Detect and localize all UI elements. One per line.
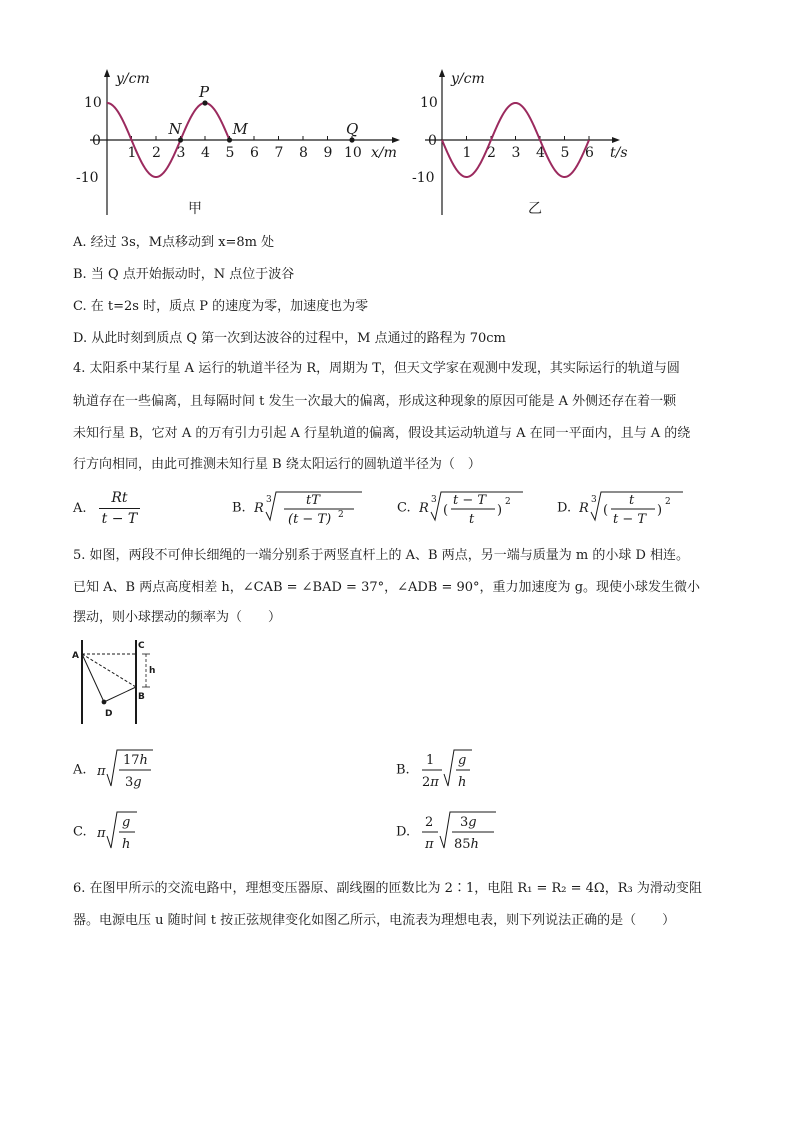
svg-text:2: 2 — [425, 815, 434, 830]
left-ytick-10: 10 — [84, 95, 102, 111]
q5-c-formula — [97, 808, 147, 856]
right-ytick-0: 0 — [428, 133, 437, 149]
right-xtick-label: 3 — [511, 145, 521, 161]
svg-text:2: 2 — [337, 510, 344, 520]
q5-d-formula — [420, 808, 510, 856]
right-ylabel: y/cm — [451, 71, 485, 87]
q3-option-c: C. 在 t=2s 时，质点 P 的速度为零，加速度也为零 — [73, 299, 369, 314]
q4-option-d: D. R 3 ( t t − T ) 2 — [557, 488, 689, 528]
q5-a-formula — [97, 746, 157, 794]
svg-text:g: g — [121, 815, 131, 830]
fig-label-c: C — [138, 641, 145, 651]
q6-line-1: 6. 在图甲所示的交流电路中，理想变压器原、副线圈的匝数比为 2∶1，电阻 R₁ = R₂ = 4Ω，R₃ 为滑动变阻 — [73, 881, 702, 896]
point-label-q: Q — [346, 120, 359, 138]
caption-left: 甲 — [188, 201, 202, 217]
q5-option-d: D. 2 π 3g 85h — [396, 808, 510, 856]
right-xtick-label: 1 — [462, 145, 472, 161]
svg-text:3: 3 — [430, 495, 437, 505]
left-xtick-label: 3 — [176, 145, 186, 161]
svg-text:3g: 3g — [124, 775, 142, 790]
svg-text:tT: tT — [305, 493, 320, 508]
svg-text:R: R — [579, 501, 590, 516]
q4-c-formula — [419, 488, 529, 528]
right-ytick-neg10: -10 — [412, 170, 435, 186]
right-xtick-label: 2 — [487, 145, 496, 161]
svg-text:): ) — [496, 503, 502, 518]
left-points — [168, 83, 359, 143]
left-xtick-label: 10 — [344, 145, 362, 161]
svg-text:2: 2 — [504, 497, 511, 507]
right-xtick-label: 4 — [536, 145, 545, 161]
svg-text:17h: 17h — [122, 753, 148, 768]
svg-text:π: π — [96, 764, 106, 779]
q4-line-1: 4. 太阳系中某行星 A 运行的轨道半径为 R，周期为 T，但天文学家在观测中发现，其实际运行的轨道与圆 — [73, 361, 680, 376]
left-xtick-label: 9 — [323, 145, 333, 161]
svg-text:3g: 3g — [460, 815, 477, 830]
svg-text:π: π — [425, 837, 434, 852]
vibration-graph-right — [400, 65, 640, 220]
svg-text:t − T: t − T — [613, 512, 647, 527]
point-p — [202, 100, 207, 105]
svg-text:2: 2 — [665, 497, 671, 507]
svg-text:π: π — [96, 826, 106, 841]
svg-text:3: 3 — [591, 495, 597, 505]
left-xtick-label: 5 — [225, 145, 235, 161]
point-label-n: N — [168, 120, 182, 138]
left-xtick-label: 7 — [274, 145, 284, 161]
q5-line-3: 摆动，则小球摆动的频率为（ ） — [73, 610, 282, 625]
svg-text:3: 3 — [265, 495, 272, 505]
wave-graph-left — [70, 65, 410, 220]
svg-text:h: h — [121, 837, 131, 852]
q5-option-c: C. π g h — [73, 808, 147, 856]
svg-text:t: t — [629, 493, 635, 508]
q4-option-a: A. $\frac{Rt}{t - T}$ — [73, 490, 140, 527]
svg-text:h: h — [457, 775, 467, 790]
svg-text:t − T: t − T — [452, 493, 486, 508]
q5-line-1: 5. 如图，两段不可伸长细绳的一端分别系于两竖直杆上的 A、B 两点，另一端与质量为 m 的小球 D 相连。 — [73, 548, 690, 563]
q4-b-formula — [254, 488, 364, 528]
q6-line-2: 器。电源电压 u 随时间 t 按正弦规律变化如图乙所示，电流表为理想电表，则下列说法正确的是（ ） — [73, 913, 676, 928]
q5-line-2: 已知 A、B 两点高度相差 h，∠CAB = ∠BAD = 37°，∠ADB = 90°，重力加速度为 g。现使小球发生微小 — [73, 580, 701, 595]
caption-right: 乙 — [528, 201, 542, 217]
right-xtick-label: 5 — [560, 145, 570, 161]
left-xtick-label: 6 — [250, 145, 259, 161]
svg-text:(: ( — [442, 503, 448, 518]
left-xtick-label: 8 — [299, 145, 308, 161]
left-xtick-label: 4 — [201, 145, 210, 161]
point-label-p: P — [199, 83, 210, 101]
point-m — [227, 137, 232, 142]
left-xtick-label: 2 — [152, 145, 161, 161]
svg-text:1: 1 — [425, 753, 435, 768]
left-xtick-label: 1 — [127, 145, 137, 161]
svg-text:(t − T): (t − T) — [287, 512, 332, 527]
svg-text:g: g — [457, 753, 467, 768]
fig-label-a: A — [72, 651, 79, 661]
q3-option-a: A. 经过 3s，M点移动到 x=8m 处 — [73, 235, 275, 250]
left-ylabel: y/cm — [116, 71, 150, 87]
q3-option-d: D. 从此时刻到质点 Q 第一次到达波谷的过程中，M 点通过的路程为 70cm — [73, 331, 506, 346]
right-xlabel: t/s — [610, 145, 628, 161]
left-ytick-0: 0 — [92, 133, 101, 149]
q3-option-b: B. 当 Q 点开始振动时，N 点位于波谷 — [73, 267, 295, 282]
svg-text:R: R — [418, 501, 429, 516]
q5-option-b: B. 1 2π g h — [396, 746, 490, 794]
q4-option-c: C. R 3 ( t − T t ) 2 — [397, 488, 529, 528]
q4-d-formula — [579, 488, 689, 528]
q4-line-4: 行方向相同，由此可推测未知行星 B 绕太阳运行的圆轨道半径为（ ） — [73, 457, 481, 472]
svg-text:2π: 2π — [421, 775, 439, 790]
q5-option-a: A. π 17h 3g — [73, 746, 157, 794]
point-q — [349, 137, 354, 142]
left-xlabel: x/m — [371, 145, 397, 161]
fig-label-b: B — [138, 692, 145, 702]
left-ytick-neg10: -10 — [76, 170, 99, 186]
right-xtick-label: 6 — [585, 145, 594, 161]
fig-label-h: h — [149, 666, 156, 676]
point-label-m: M — [232, 120, 248, 138]
right-ytick-10: 10 — [420, 95, 438, 111]
q4-option-b: B. R 3 tT (t − T) 2 — [232, 488, 364, 528]
q4-line-3: 未知行星 B，它对 A 的万有引力引起 A 行星轨道的偏离，假设其运动轨道与 A 在同一平面内，且与 A 的绕 — [73, 426, 691, 441]
svg-text:R: R — [253, 501, 264, 516]
q5-pendulum-figure — [70, 636, 170, 726]
svg-text:(: ( — [603, 503, 609, 518]
q4-line-2: 轨道存在一些偏离，且每隔时间 t 发生一次最大的偏离，形成这种现象的原因可能是 A 外侧还存在着一颗 — [73, 394, 677, 409]
svg-text:85h: 85h — [454, 837, 480, 852]
fig-label-d: D — [105, 709, 113, 719]
svg-text:t: t — [468, 512, 474, 527]
point-n — [178, 137, 183, 142]
q5-b-formula — [420, 746, 490, 794]
svg-text:): ) — [657, 503, 663, 518]
